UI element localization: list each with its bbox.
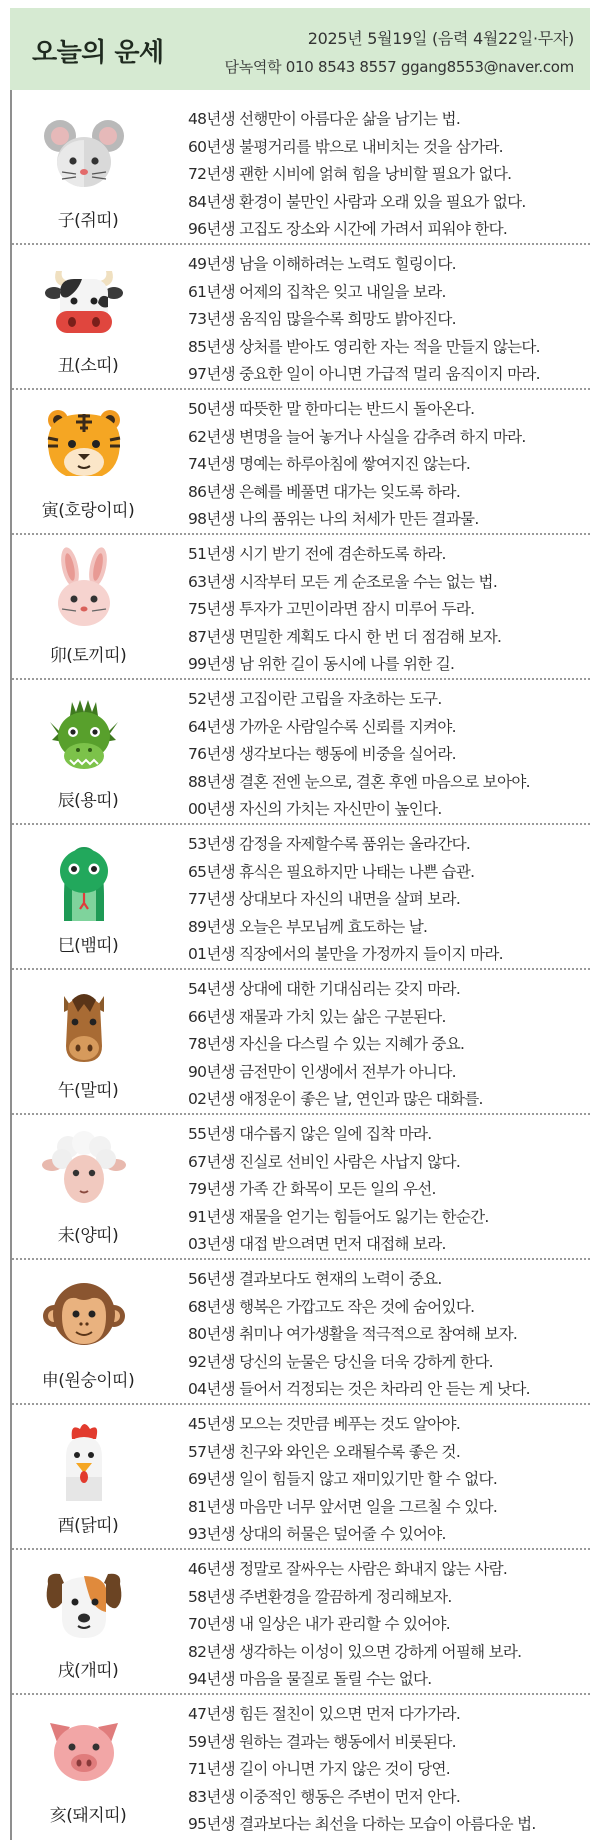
fortune-line: 66년생 재물과 가치 있는 삶은 구분된다. <box>188 1007 446 1026</box>
zodiac-row-ox <box>12 245 590 390</box>
fortune-line: 58년생 주변환경을 깔끔하게 정리해보자. <box>188 1587 452 1606</box>
pig-icon <box>42 1707 126 1791</box>
fortune-line: 80년생 취미나 여가생활을 적극적으로 참여해 보자. <box>188 1325 518 1344</box>
tiger-icon <box>42 402 126 486</box>
fortune-line: 62년생 변명을 늘어 놓거나 사실을 감추려 하지 마라. <box>188 427 526 446</box>
rabbit-icon <box>42 547 126 631</box>
fortune-line: 73년생 움직임 많을수록 희망도 밝아진다. <box>188 310 456 329</box>
header-date: 2025년 5월19일 (음력 4월22일·무자) <box>307 29 574 48</box>
fortune-line: 49년생 남을 이해하려는 노력도 힐링이다. <box>188 255 456 273</box>
fortune-line: 72년생 괜한 시비에 얽혀 힘을 낭비할 필요가 없다. <box>188 165 512 184</box>
ox-icon <box>42 257 126 341</box>
fortune-line: 52년생 고집이란 고립을 자초하는 도구. <box>188 690 442 708</box>
fortune-line: 74년생 명예는 하루아침에 쌓여지진 않는다. <box>188 455 471 474</box>
fortune-line: 50년생 따뜻한 말 한마디는 반드시 돌아온다. <box>188 400 475 418</box>
zodiac-row-sheep <box>12 1115 590 1260</box>
zodiac-row-monkey <box>12 1260 590 1405</box>
fortune-line: 88년생 결혼 전엔 눈으로, 결혼 후엔 마음으로 보아야. <box>188 772 530 791</box>
fortune-line: 63년생 시작부터 모든 게 순조로울 수는 없는 법. <box>188 572 498 591</box>
fortune-line: 83년생 이중적인 행동은 주변이 먼저 안다. <box>188 1787 461 1806</box>
fortune-line: 78년생 자신을 다스릴 수 있는 지혜가 중요. <box>188 1035 465 1054</box>
fortune-line: 98년생 나의 품위는 나의 처세가 만든 결과물. <box>188 510 479 529</box>
zodiac-label: 戌(개띠) <box>57 1661 119 1681</box>
fortune-line: 90년생 금전만이 인생에서 전부가 아니다. <box>188 1062 456 1081</box>
snake-icon <box>42 837 126 921</box>
zodiac-row-horse <box>12 970 590 1115</box>
fortune-line: 84년생 환경이 불만인 사람과 오래 있을 필요가 없다. <box>188 192 526 211</box>
fortune-line: 64년생 가까운 사람일수록 신뢰를 지켜야. <box>188 717 456 736</box>
fortune-line: 67년생 진실로 선비인 사람은 사납지 않다. <box>188 1152 461 1171</box>
zodiac-label: 巳(뱀띠) <box>57 936 119 956</box>
fortune-line: 79년생 가족 간 화목이 모든 일의 우선. <box>188 1180 436 1199</box>
fortune-line: 61년생 어제의 집착은 잊고 내일을 보라. <box>188 282 446 301</box>
fortune-line: 03년생 대접 받으려면 먼저 대접해 보라. <box>188 1235 446 1254</box>
sheep-icon <box>42 1127 126 1211</box>
horse-icon <box>42 982 126 1066</box>
zodiac-label: 卯(토끼띠) <box>49 646 127 666</box>
fortune-line: 70년생 내 일상은 내가 관리할 수 있어야. <box>188 1615 451 1634</box>
fortune-line: 47년생 힘든 절친이 있으면 먼저 다가가라. <box>188 1705 461 1723</box>
zodiac-label: 亥(돼지띠) <box>49 1806 127 1826</box>
zodiac-row-tiger <box>12 390 590 535</box>
fortune-line: 59년생 원하는 결과는 행동에서 비롯된다. <box>188 1732 456 1751</box>
monkey-icon <box>42 1272 126 1356</box>
fortune-line: 65년생 휴식은 필요하지만 나태는 나쁜 습관. <box>188 862 475 881</box>
fortune-list <box>12 100 590 1840</box>
fortune-line: 95년생 결과보다는 최선을 다하는 모습이 아름다운 법. <box>188 1815 536 1834</box>
fortune-line: 81년생 마음만 너무 앞서면 일을 그르칠 수 있다. <box>188 1497 498 1516</box>
fortune-line: 91년생 재물을 얻기는 힘들어도 잃기는 한순간. <box>188 1207 489 1226</box>
fortune-line: 00년생 자신의 가치는 자신만이 높인다. <box>188 800 442 819</box>
fortune-line: 48년생 선행만이 아름다운 삶을 남기는 법. <box>188 110 461 128</box>
fortune-line: 68년생 행복은 가깝고도 작은 것에 숨어있다. <box>188 1297 475 1316</box>
fortune-line: 99년생 남 위한 길이 동시에 나를 위한 길. <box>188 655 455 674</box>
page-title: 오늘의 운세 <box>32 38 164 68</box>
zodiac-row-snake <box>12 825 590 970</box>
fortune-line: 55년생 대수롭지 않은 일에 집착 마라. <box>188 1125 432 1143</box>
fortune-line: 53년생 감정을 자제할수록 품위는 올라간다. <box>188 835 471 853</box>
fortune-line: 60년생 불평거리를 밖으로 내비치는 것을 삼가라. <box>188 137 503 156</box>
fortune-line: 87년생 면밀한 계획도 다시 한 번 더 점검해 보자. <box>188 627 502 646</box>
fortune-line: 86년생 은혜를 베풀면 대가는 잊도록 하라. <box>188 482 461 501</box>
zodiac-label: 未(양띠) <box>57 1226 119 1246</box>
fortune-line: 02년생 애정운이 좋은 날, 연인과 많은 대화를. <box>188 1090 483 1109</box>
dog-icon <box>42 1562 126 1646</box>
zodiac-label: 午(말띠) <box>57 1081 119 1101</box>
zodiac-label: 子(쥐띠) <box>57 211 119 231</box>
fortune-line: 93년생 상대의 허물은 덮어줄 수 있어야. <box>188 1525 446 1544</box>
zodiac-label: 申(원숭이띠) <box>41 1371 135 1391</box>
fortune-line: 85년생 상처를 받아도 영리한 자는 적을 만들지 않는다. <box>188 337 540 356</box>
fortune-line: 04년생 들어서 걱정되는 것은 차라리 안 듣는 게 낫다. <box>188 1380 530 1399</box>
fortune-line: 75년생 투자가 고민이라면 잠시 미루어 두라. <box>188 600 475 619</box>
fortune-line: 82년생 생각하는 이성이 있으면 강하게 어필해 보라. <box>188 1642 522 1661</box>
header-contact: 담녹역학 010 8543 8557 ggang8553@naver.com <box>224 58 574 76</box>
fortune-line: 56년생 결과보다도 현재의 노력이 중요. <box>188 1270 442 1288</box>
zodiac-row-rabbit <box>12 535 590 680</box>
zodiac-label: 辰(용띠) <box>57 791 119 811</box>
fortune-line: 51년생 시기 받기 전에 겸손하도록 하라. <box>188 545 446 563</box>
fortune-line: 97년생 중요한 일이 아니면 가급적 멀리 움직이지 마라. <box>188 365 540 384</box>
zodiac-row-rat <box>12 100 590 245</box>
fortune-line: 71년생 길이 아니면 가지 않은 것이 당연. <box>188 1760 451 1779</box>
zodiac-row-dragon <box>12 680 590 825</box>
fortune-line: 96년생 고집도 장소와 시간에 가려서 피워야 한다. <box>188 220 508 239</box>
fortune-line: 94년생 마음을 물질로 돌릴 수는 없다. <box>188 1670 432 1689</box>
zodiac-row-dog <box>12 1550 590 1695</box>
zodiac-label: 丑(소띠) <box>57 356 119 376</box>
zodiac-row-pig <box>12 1695 590 1840</box>
fortune-line: 46년생 정말로 잘싸우는 사람은 화내지 않는 사람. <box>188 1560 508 1578</box>
fortune-line: 54년생 상대에 대한 기대심리는 갖지 마라. <box>188 980 461 998</box>
fortune-line: 69년생 일이 힘들지 않고 재미있기만 할 수 없다. <box>188 1470 498 1489</box>
rooster-icon <box>42 1417 126 1501</box>
fortune-line: 45년생 모으는 것만큼 베푸는 것도 알아야. <box>188 1415 461 1433</box>
zodiac-row-rooster <box>12 1405 590 1550</box>
dragon-icon <box>42 692 126 776</box>
fortune-line: 92년생 당신의 눈물은 당신을 더욱 강하게 한다. <box>188 1352 493 1371</box>
zodiac-label: 酉(닭띠) <box>57 1516 119 1536</box>
fortune-line: 57년생 친구와 와인은 오래될수록 좋은 것. <box>188 1442 461 1461</box>
fortune-line: 01년생 직장에서의 불만을 가정까지 들이지 마라. <box>188 945 503 964</box>
header-banner <box>10 8 590 90</box>
zodiac-label: 寅(호랑이띠) <box>41 501 135 521</box>
fortune-line: 77년생 상대보다 자신의 내면을 살펴 보라. <box>188 890 461 909</box>
fortune-line: 89년생 오늘은 부모님께 효도하는 날. <box>188 917 428 936</box>
fortune-line: 76년생 생각보다는 행동에 비중을 실어라. <box>188 745 456 764</box>
rat-icon <box>42 112 126 196</box>
